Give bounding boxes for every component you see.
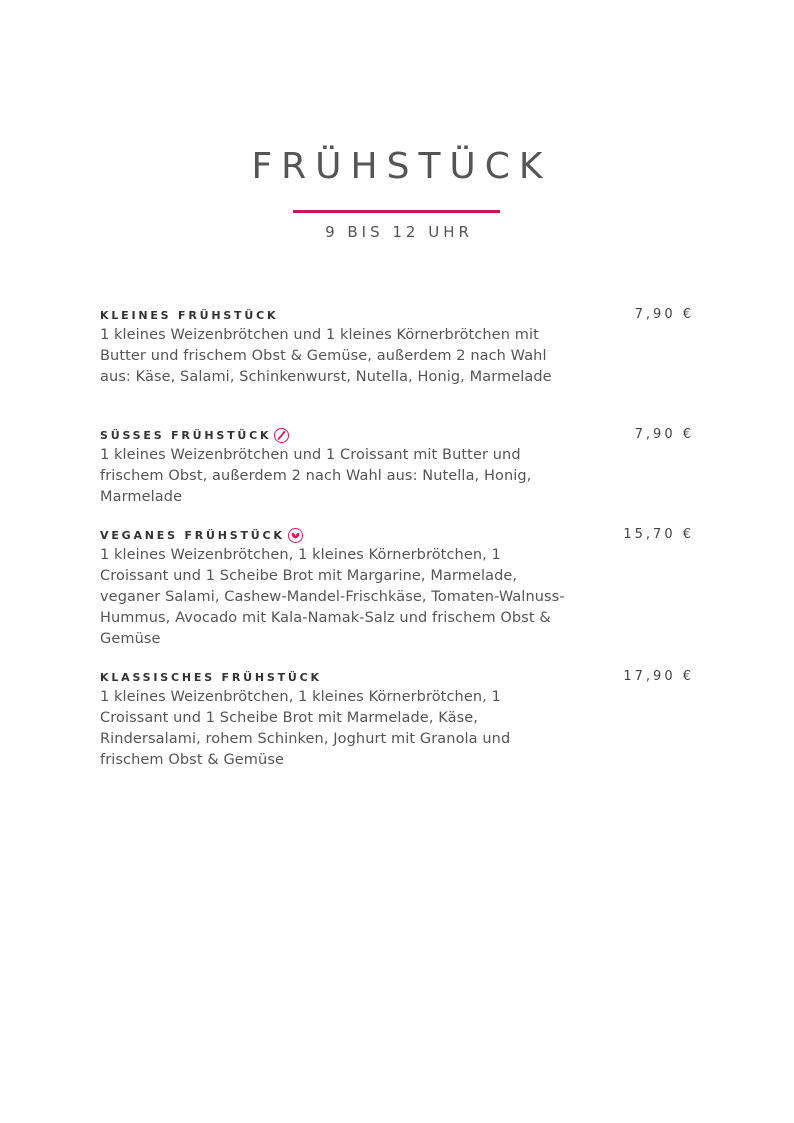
vegetarian-icon (274, 428, 289, 443)
menu-item-kleines (100, 307, 694, 388)
menu-item-price: 15,70 € (623, 527, 694, 542)
menu-item-description: 1 kleines Weizenbrötchen und 1 Croissant mit Butter und frischem Obst, außerdem 2 nach Wahl aus: Nutella, Honig, Marmelade (100, 447, 532, 505)
menu-item-klassisches (100, 669, 694, 771)
menu-item-name: KLEINES FRÜHSTÜCK (100, 308, 279, 322)
title-divider (293, 210, 500, 213)
menu-item-name: VEGANES FRÜHSTÜCK (100, 528, 285, 542)
vegan-icon (288, 528, 303, 543)
menu-item-price: 7,90 € (634, 307, 694, 322)
menu-item-veganes (100, 527, 694, 650)
menu-item-description: 1 kleines Weizenbrötchen, 1 kleines Körnerbrötchen, 1 Croissant und 1 Scheibe Brot mit Margarine, Marmelade, veganer Salami, Cashew-Mandel-Frischkäse, Tomaten-Walnuss-Hummus, Avocado mit Kala-Namak-Salz und frischem Obst & Gemüse (100, 547, 565, 647)
serving-hours: 9 BIS 12 UHR (325, 223, 473, 241)
menu-item-price: 7,90 € (634, 427, 694, 442)
menu-item-price: 17,90 € (623, 669, 694, 684)
page-title: FRÜHSTÜCK (251, 146, 552, 187)
menu-item-name: KLASSISCHES FRÜHSTÜCK (100, 670, 322, 684)
menu-item-suesses (100, 427, 694, 508)
menu-item-description: 1 kleines Weizenbrötchen und 1 kleines Körnerbrötchen mit Butter und frischem Obst & Gemüse, außerdem 2 nach Wahl aus: Käse, Salami, Schinkenwurst, Nutella, Honig, Marmelade (100, 327, 552, 385)
menu-item-description: 1 kleines Weizenbrötchen, 1 kleines Körnerbrötchen, 1 Croissant und 1 Scheibe Brot mit Marmelade, Käse, Rindersalami, rohem Schinken, Joghurt mit Granola und frischem Obst & Gemüse (100, 689, 511, 768)
menu-item-name: SÜSSES FRÜHSTÜCK (100, 428, 272, 442)
